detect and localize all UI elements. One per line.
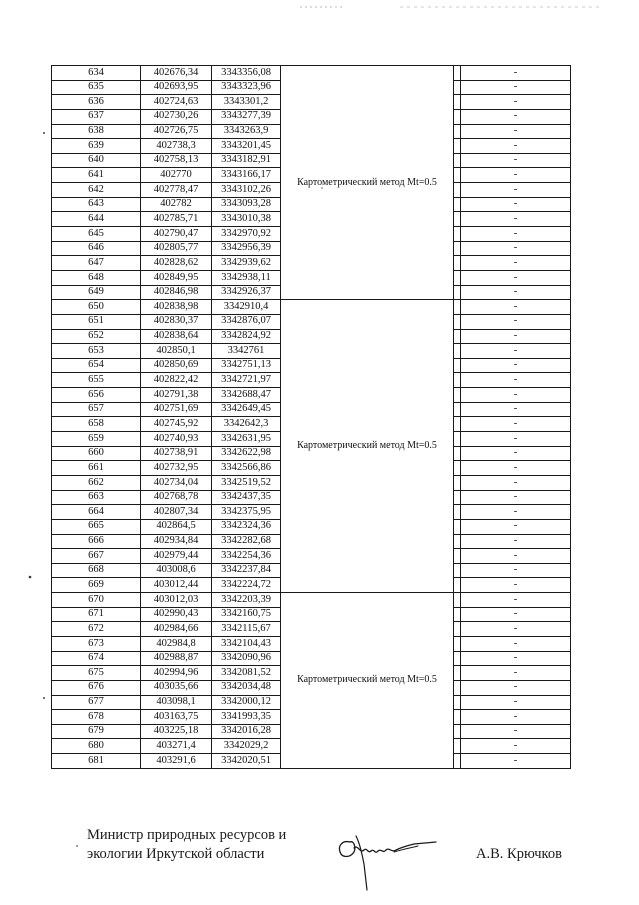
dash-cell: - xyxy=(461,519,571,534)
y-coordinate-cell: 3341993,35 xyxy=(212,710,281,725)
x-coordinate-cell: 402838,98 xyxy=(141,300,212,315)
dash-cell: - xyxy=(461,622,571,637)
y-coordinate-cell: 3342034,48 xyxy=(212,680,281,695)
x-coordinate-cell: 402768,78 xyxy=(141,490,212,505)
coordinates-table xyxy=(51,65,571,769)
point-number-cell: 637 xyxy=(52,109,141,124)
x-coordinate-cell: 403012,03 xyxy=(141,593,212,608)
spacer-cell xyxy=(454,227,461,242)
dash-cell: - xyxy=(461,666,571,681)
y-coordinate-cell: 3342939,62 xyxy=(212,256,281,271)
point-number-cell: 639 xyxy=(52,139,141,154)
y-coordinate-cell: 3342649,45 xyxy=(212,402,281,417)
table-row xyxy=(52,593,571,608)
x-coordinate-cell: 402782 xyxy=(141,197,212,212)
dash-cell: - xyxy=(461,402,571,417)
signature xyxy=(336,824,446,894)
x-coordinate-cell: 403163,75 xyxy=(141,710,212,725)
y-coordinate-cell: 3342688,47 xyxy=(212,388,281,403)
y-coordinate-cell: 3342631,95 xyxy=(212,432,281,447)
y-coordinate-cell: 3342824,92 xyxy=(212,329,281,344)
spacer-cell xyxy=(454,695,461,710)
y-coordinate-cell: 3342115,67 xyxy=(212,622,281,637)
y-coordinate-cell: 3342519,52 xyxy=(212,475,281,490)
dash-cell: - xyxy=(461,373,571,388)
dash-cell: - xyxy=(461,710,571,725)
point-number-cell: 680 xyxy=(52,739,141,754)
spacer-cell xyxy=(454,417,461,432)
dash-cell: - xyxy=(461,183,571,198)
point-number-cell: 672 xyxy=(52,622,141,637)
dash-cell: - xyxy=(461,168,571,183)
spacer-cell xyxy=(454,651,461,666)
point-number-cell: 636 xyxy=(52,95,141,110)
spacer-cell xyxy=(454,578,461,593)
dash-cell: - xyxy=(461,80,571,95)
dash-cell: - xyxy=(461,461,571,476)
x-coordinate-cell: 402676,34 xyxy=(141,66,212,81)
x-coordinate-cell: 402984,66 xyxy=(141,622,212,637)
point-number-cell: 664 xyxy=(52,505,141,520)
dash-cell: - xyxy=(461,314,571,329)
point-number-cell: 651 xyxy=(52,314,141,329)
y-coordinate-cell: 3342622,98 xyxy=(212,446,281,461)
point-number-cell: 659 xyxy=(52,432,141,447)
point-number-cell: 661 xyxy=(52,461,141,476)
point-number-cell: 671 xyxy=(52,607,141,622)
x-coordinate-cell: 402732,95 xyxy=(141,461,212,476)
method-cell: Картометрический метод Mt=0.5 xyxy=(281,66,454,300)
point-number-cell: 681 xyxy=(52,754,141,769)
point-number-cell: 663 xyxy=(52,490,141,505)
x-coordinate-cell: 402734,04 xyxy=(141,475,212,490)
dash-cell: - xyxy=(461,432,571,447)
x-coordinate-cell: 403008,6 xyxy=(141,563,212,578)
spacer-cell xyxy=(454,519,461,534)
y-coordinate-cell: 3343263,9 xyxy=(212,124,281,139)
spacer-cell xyxy=(454,124,461,139)
position-line-1: Министр природных ресурсов и xyxy=(87,827,287,843)
dash-cell: - xyxy=(461,139,571,154)
point-number-cell: 635 xyxy=(52,80,141,95)
table-row xyxy=(52,300,571,315)
x-coordinate-cell: 402822,42 xyxy=(141,373,212,388)
point-number-cell: 657 xyxy=(52,402,141,417)
y-coordinate-cell: 3342254,36 xyxy=(212,549,281,564)
y-coordinate-cell: 3342642,3 xyxy=(212,417,281,432)
x-coordinate-cell: 402934,84 xyxy=(141,534,212,549)
point-number-cell: 658 xyxy=(52,417,141,432)
y-coordinate-cell: 3343093,28 xyxy=(212,197,281,212)
point-number-cell: 644 xyxy=(52,212,141,227)
spacer-cell xyxy=(454,549,461,564)
spacer-cell xyxy=(454,314,461,329)
spacer-cell xyxy=(454,432,461,447)
point-number-cell: 641 xyxy=(52,168,141,183)
dash-cell: - xyxy=(461,388,571,403)
point-number-cell: 674 xyxy=(52,651,141,666)
x-coordinate-cell: 402828,62 xyxy=(141,256,212,271)
x-coordinate-cell: 402805,77 xyxy=(141,241,212,256)
point-number-cell: 645 xyxy=(52,227,141,242)
spacer-cell xyxy=(454,680,461,695)
dash-cell: - xyxy=(461,534,571,549)
dash-cell: - xyxy=(461,417,571,432)
dash-cell: - xyxy=(461,724,571,739)
y-coordinate-cell: 3342566,86 xyxy=(212,461,281,476)
signatory-name: А.В. Крючков xyxy=(476,846,562,862)
point-number-cell: 662 xyxy=(52,475,141,490)
spacer-cell xyxy=(454,534,461,549)
position-line-2: экологии Иркутской области xyxy=(87,846,265,862)
point-number-cell: 646 xyxy=(52,241,141,256)
spacer-cell xyxy=(454,475,461,490)
spacer-cell xyxy=(454,666,461,681)
spacer-cell xyxy=(454,593,461,608)
dash-cell: - xyxy=(461,754,571,769)
dash-cell: - xyxy=(461,197,571,212)
y-coordinate-cell: 3342104,43 xyxy=(212,636,281,651)
point-number-cell: 679 xyxy=(52,724,141,739)
spacer-cell xyxy=(454,373,461,388)
spacer-cell xyxy=(454,710,461,725)
x-coordinate-cell: 402838,64 xyxy=(141,329,212,344)
x-coordinate-cell: 402724,63 xyxy=(141,95,212,110)
spacer-cell xyxy=(454,212,461,227)
x-coordinate-cell: 403035,66 xyxy=(141,680,212,695)
dash-cell: - xyxy=(461,66,571,81)
y-coordinate-cell: 3342926,37 xyxy=(212,285,281,300)
point-number-cell: 675 xyxy=(52,666,141,681)
dash-cell: - xyxy=(461,607,571,622)
dash-cell: - xyxy=(461,636,571,651)
dash-cell: - xyxy=(461,475,571,490)
y-coordinate-cell: 3343010,38 xyxy=(212,212,281,227)
y-coordinate-cell: 3343102,26 xyxy=(212,183,281,198)
x-coordinate-cell: 402751,69 xyxy=(141,402,212,417)
y-coordinate-cell: 3342375,95 xyxy=(212,505,281,520)
spacer-cell xyxy=(454,285,461,300)
spacer-cell xyxy=(454,95,461,110)
y-coordinate-cell: 3343182,91 xyxy=(212,153,281,168)
point-number-cell: 670 xyxy=(52,593,141,608)
y-coordinate-cell: 3342876,07 xyxy=(212,314,281,329)
y-coordinate-cell: 3342224,72 xyxy=(212,578,281,593)
y-coordinate-cell: 3343356,08 xyxy=(212,66,281,81)
spacer-cell xyxy=(454,329,461,344)
x-coordinate-cell: 402738,3 xyxy=(141,139,212,154)
y-coordinate-cell: 3343301,2 xyxy=(212,95,281,110)
spacer-cell xyxy=(454,607,461,622)
y-coordinate-cell: 3342000,12 xyxy=(212,695,281,710)
dash-cell: - xyxy=(461,285,571,300)
spacer-cell xyxy=(454,197,461,212)
dash-cell: - xyxy=(461,563,571,578)
y-coordinate-cell: 3342938,11 xyxy=(212,270,281,285)
point-number-cell: 673 xyxy=(52,636,141,651)
point-number-cell: 650 xyxy=(52,300,141,315)
dash-cell: - xyxy=(461,256,571,271)
x-coordinate-cell: 402846,98 xyxy=(141,285,212,300)
x-coordinate-cell: 402770 xyxy=(141,168,212,183)
spacer-cell xyxy=(454,739,461,754)
point-number-cell: 677 xyxy=(52,695,141,710)
point-number-cell: 660 xyxy=(52,446,141,461)
y-coordinate-cell: 3342751,13 xyxy=(212,358,281,373)
point-number-cell: 653 xyxy=(52,344,141,359)
spacer-cell xyxy=(454,153,461,168)
spacer-cell xyxy=(454,66,461,81)
spacer-cell xyxy=(454,183,461,198)
point-number-cell: 678 xyxy=(52,710,141,725)
point-number-cell: 666 xyxy=(52,534,141,549)
dash-cell: - xyxy=(461,241,571,256)
x-coordinate-cell: 402693,95 xyxy=(141,80,212,95)
x-coordinate-cell: 402850,1 xyxy=(141,344,212,359)
dash-cell: - xyxy=(461,695,571,710)
x-coordinate-cell: 403225,18 xyxy=(141,724,212,739)
x-coordinate-cell: 402849,95 xyxy=(141,270,212,285)
spacer-cell xyxy=(454,139,461,154)
spacer-cell xyxy=(454,505,461,520)
spacer-cell xyxy=(454,490,461,505)
dash-cell: - xyxy=(461,505,571,520)
dash-cell: - xyxy=(461,680,571,695)
dash-cell: - xyxy=(461,109,571,124)
dash-cell: - xyxy=(461,593,571,608)
spacer-cell xyxy=(454,300,461,315)
point-number-cell: 638 xyxy=(52,124,141,139)
y-coordinate-cell: 3342237,84 xyxy=(212,563,281,578)
spacer-cell xyxy=(454,168,461,183)
x-coordinate-cell: 403098,1 xyxy=(141,695,212,710)
point-number-cell: 648 xyxy=(52,270,141,285)
table-row xyxy=(52,66,571,81)
y-coordinate-cell: 3342956,39 xyxy=(212,241,281,256)
y-coordinate-cell: 3342203,39 xyxy=(212,593,281,608)
y-coordinate-cell: 3343166,17 xyxy=(212,168,281,183)
point-number-cell: 655 xyxy=(52,373,141,388)
dash-cell: - xyxy=(461,344,571,359)
spacer-cell xyxy=(454,636,461,651)
method-cell: Картометрический метод Mt=0.5 xyxy=(281,300,454,593)
spacer-cell xyxy=(454,563,461,578)
dash-cell: - xyxy=(461,95,571,110)
dash-cell: - xyxy=(461,358,571,373)
point-number-cell: 668 xyxy=(52,563,141,578)
spacer-cell xyxy=(454,724,461,739)
point-number-cell: 652 xyxy=(52,329,141,344)
x-coordinate-cell: 402790,47 xyxy=(141,227,212,242)
x-coordinate-cell: 402994,96 xyxy=(141,666,212,681)
y-coordinate-cell: 3342016,28 xyxy=(212,724,281,739)
dash-cell: - xyxy=(461,549,571,564)
x-coordinate-cell: 402850,69 xyxy=(141,358,212,373)
y-coordinate-cell: 3342910,4 xyxy=(212,300,281,315)
dash-cell: - xyxy=(461,124,571,139)
y-coordinate-cell: 3343323,96 xyxy=(212,80,281,95)
spacer-cell xyxy=(454,622,461,637)
point-number-cell: 667 xyxy=(52,549,141,564)
spacer-cell xyxy=(454,109,461,124)
x-coordinate-cell: 402778,47 xyxy=(141,183,212,198)
x-coordinate-cell: 402745,92 xyxy=(141,417,212,432)
point-number-cell: 656 xyxy=(52,388,141,403)
y-coordinate-cell: 3342721,97 xyxy=(212,373,281,388)
point-number-cell: 665 xyxy=(52,519,141,534)
y-coordinate-cell: 3342970,92 xyxy=(212,227,281,242)
x-coordinate-cell: 402979,44 xyxy=(141,549,212,564)
point-number-cell: 669 xyxy=(52,578,141,593)
x-coordinate-cell: 402738,91 xyxy=(141,446,212,461)
spacer-cell xyxy=(454,358,461,373)
y-coordinate-cell: 3342090,96 xyxy=(212,651,281,666)
dash-cell: - xyxy=(461,329,571,344)
x-coordinate-cell: 402726,75 xyxy=(141,124,212,139)
spacer-cell xyxy=(454,344,461,359)
x-coordinate-cell: 402730,26 xyxy=(141,109,212,124)
point-number-cell: 649 xyxy=(52,285,141,300)
point-number-cell: 640 xyxy=(52,153,141,168)
y-coordinate-cell: 3342282,68 xyxy=(212,534,281,549)
y-coordinate-cell: 3342160,75 xyxy=(212,607,281,622)
spacer-cell xyxy=(454,388,461,403)
spacer-cell xyxy=(454,754,461,769)
x-coordinate-cell: 402988,87 xyxy=(141,651,212,666)
point-number-cell: 634 xyxy=(52,66,141,81)
spacer-cell xyxy=(454,446,461,461)
y-coordinate-cell: 3342020,51 xyxy=(212,754,281,769)
y-coordinate-cell: 3342324,36 xyxy=(212,519,281,534)
point-number-cell: 676 xyxy=(52,680,141,695)
spacer-cell xyxy=(454,461,461,476)
spacer-cell xyxy=(454,241,461,256)
spacer-cell xyxy=(454,256,461,271)
y-coordinate-cell: 3342761 xyxy=(212,344,281,359)
x-coordinate-cell: 402785,71 xyxy=(141,212,212,227)
dash-cell: - xyxy=(461,739,571,754)
dash-cell: - xyxy=(461,578,571,593)
x-coordinate-cell: 402807,34 xyxy=(141,505,212,520)
spacer-cell xyxy=(454,270,461,285)
y-coordinate-cell: 3343277,39 xyxy=(212,109,281,124)
point-number-cell: 642 xyxy=(52,183,141,198)
x-coordinate-cell: 402990,43 xyxy=(141,607,212,622)
x-coordinate-cell: 403291,6 xyxy=(141,754,212,769)
x-coordinate-cell: 402758,13 xyxy=(141,153,212,168)
x-coordinate-cell: 402791,38 xyxy=(141,388,212,403)
x-coordinate-cell: 402984,8 xyxy=(141,636,212,651)
dash-cell: - xyxy=(461,212,571,227)
point-number-cell: 654 xyxy=(52,358,141,373)
y-coordinate-cell: 3342029,2 xyxy=(212,739,281,754)
x-coordinate-cell: 402864,5 xyxy=(141,519,212,534)
x-coordinate-cell: 402740,93 xyxy=(141,432,212,447)
x-coordinate-cell: 403271,4 xyxy=(141,739,212,754)
dash-cell: - xyxy=(461,300,571,315)
dash-cell: - xyxy=(461,227,571,242)
point-number-cell: 643 xyxy=(52,197,141,212)
dash-cell: - xyxy=(461,153,571,168)
dash-cell: - xyxy=(461,490,571,505)
y-coordinate-cell: 3343201,45 xyxy=(212,139,281,154)
dash-cell: - xyxy=(461,270,571,285)
dash-cell: - xyxy=(461,651,571,666)
method-cell: Картометрический метод Mt=0.5 xyxy=(281,593,454,769)
x-coordinate-cell: 403012,44 xyxy=(141,578,212,593)
x-coordinate-cell: 402830,37 xyxy=(141,314,212,329)
spacer-cell xyxy=(454,402,461,417)
dash-cell: - xyxy=(461,446,571,461)
point-number-cell: 647 xyxy=(52,256,141,271)
signatory-position xyxy=(87,826,286,864)
y-coordinate-cell: 3342081,52 xyxy=(212,666,281,681)
spacer-cell xyxy=(454,80,461,95)
y-coordinate-cell: 3342437,35 xyxy=(212,490,281,505)
